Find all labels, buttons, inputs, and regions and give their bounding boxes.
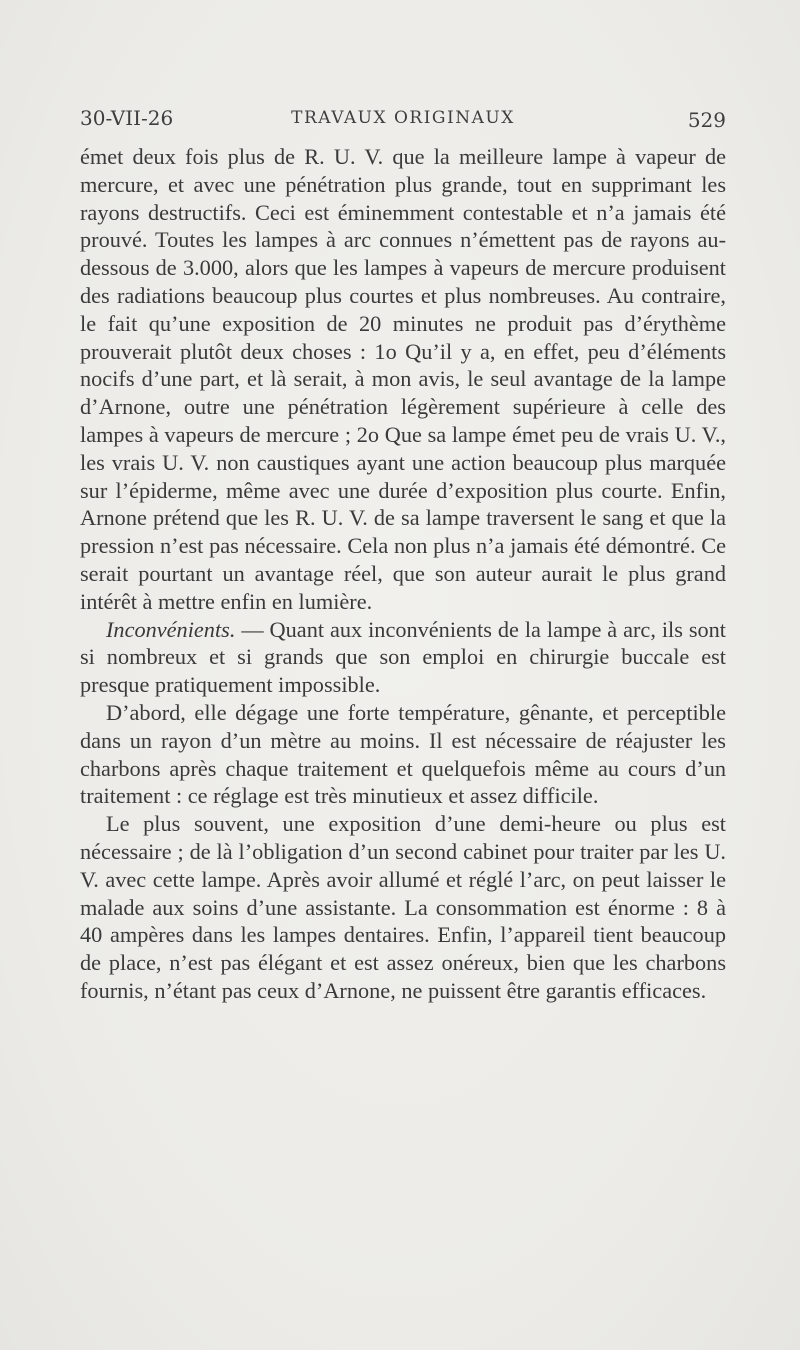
body-text bbox=[80, 143, 726, 1005]
paragraph-text: D’abord, elle dégage une forte température, gênante, et perceptible dans un rayon d’un mètre au moins. Il est nécessaire de réajuster les charbons après chaque traitement et quelquefois même au cours d’un traitement : ce réglage est très minutieux et assez difficile. bbox=[80, 699, 726, 809]
page-number: 529 bbox=[687, 108, 726, 132]
paragraph-dabord bbox=[80, 699, 726, 810]
header-date: 30-VII-26 bbox=[80, 106, 174, 130]
paragraph-inconvenients bbox=[80, 616, 726, 699]
paragraph-text: Le plus souvent, une exposition d’une demi-heure ou plus est nécessaire ; de là l’obligation d’un second cabinet pour traiter par les U. V. avec cette lampe. Après avoir allumé et réglé l’arc, on peut laisser le malade aux soins d’une assistante. La consommation est énorme : 8 à 40 ampères dans les lampes dentaires. Enfin, l’appareil tient beaucoup de place, n’est pas élégant et est assez onéreux, bien que les charbons fournis, n’étant pas ceux d’Arnone, ne puissent être garantis efficaces. bbox=[80, 811, 726, 1003]
paragraph-text: émet deux fois plus de R. U. V. que la meilleure lampe à vapeur de mercure, et avec une pénétration plus grande, tout en supprimant les rayons destructifs. Ceci est éminemment contestable et n’a jamais été prouvé. Toutes les lampes à arc connues n’émettent pas de rayons au-dessous de 3.000, alors que les lampes à vapeurs de mercure produisent des radiations beaucoup plus courtes et plus nombreuses. Au contraire, le fait qu’une exposition de 20 minutes ne produit pas d’érythème prouverait plutôt deux choses : 1o Qu’il y a, en effet, peu d’éléments nocifs d’une part, et là serait, à mon avis, le seul avantage de la lampe d’Arnone, outre une pénétration légèrement supérieure à celle des lampes à vapeurs de mercure ; 2o Que sa lampe émet peu de vrais U. V., les vrais U. V. non caustiques ayant une action beaucoup plus marquée sur l’épiderme, même avec une durée d’exposition plus courte. Enfin, Arnone prétend que les R. U. V. de sa lampe traversent le sang et que la pression n’est pas nécessaire. Cela non plus n’a jamais été démontré. Ce serait pourtant un avantage réel, que son auteur aurait le plus grand intérêt à mettre enfin en lumière. bbox=[80, 144, 726, 614]
paragraph-text: — Quant aux inconvénients de la lampe à arc, ils sont si nombreux et si grands que son emploi en chirurgie buccale est presque pratiquement impossible. bbox=[80, 616, 726, 698]
paragraph-lead: Inconvénients. bbox=[106, 616, 236, 642]
paragraph-le-plus-souvent bbox=[80, 810, 726, 1005]
header-section-title: TRAVAUX ORIGINAUX bbox=[291, 108, 515, 128]
running-header bbox=[80, 106, 726, 136]
paragraph-continuation bbox=[80, 143, 726, 616]
